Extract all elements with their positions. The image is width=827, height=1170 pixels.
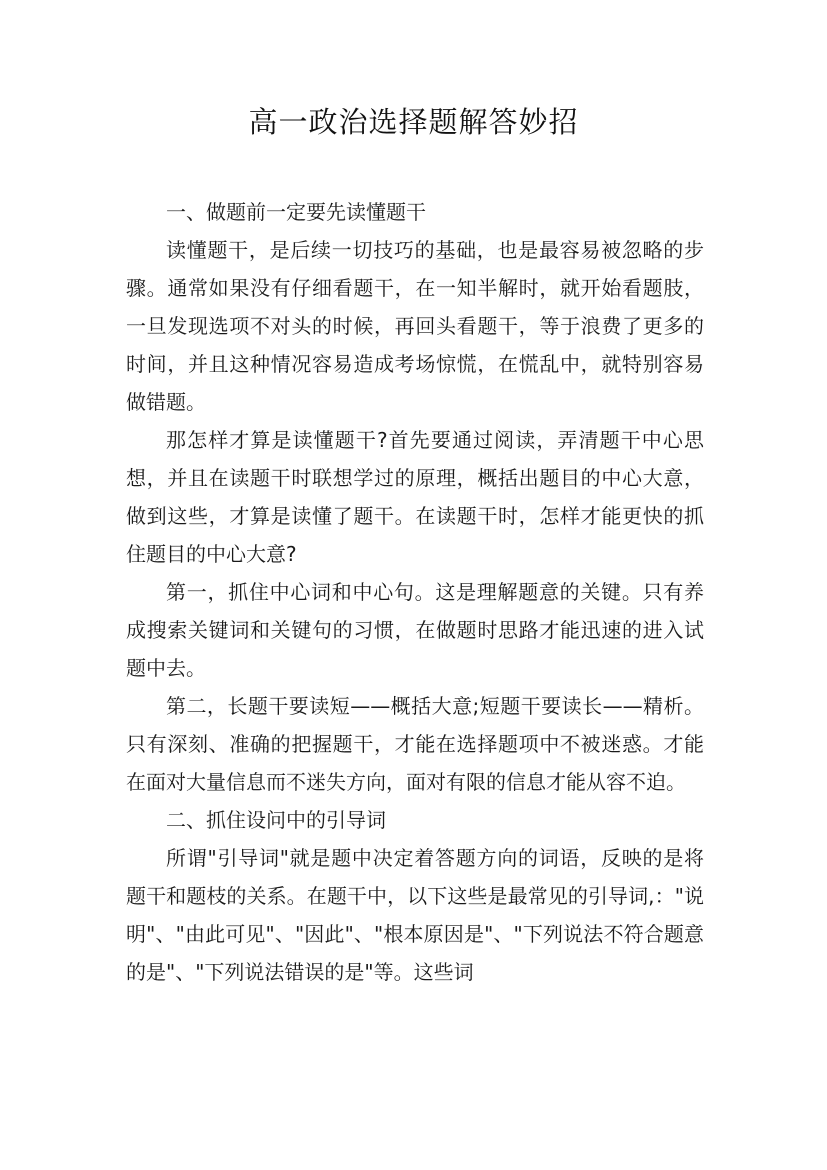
document-title: 高一政治选择题解答妙招	[248, 105, 579, 139]
body-paragraph: 读懂题干，是后续一切技巧的基础，也是最容易被忽略的步骤。通常如果没有仔细看题干，在一知半解时，就开始看题肢，一旦发现选项不对头的时候，再回头看题干，等于浪费了更多的时间，并且这种情况容易造成考场惊慌，在慌乱中，就特别容易做错题。	[126, 238, 704, 414]
section-heading-1: 一、做题前一定要先读懂题干	[166, 200, 426, 224]
body-paragraph: 所谓"引导词"就是题中决定着答题方向的词语，反映的是将题干和题枝的关系。在题干中，以下这些是最常见的引导词,："说明"、"由此可见"、"因此"、"根本原因是"、"下列说法不符合题意的是"、"下列说法错误的是"等。这些词	[126, 846, 704, 984]
body-paragraph: 第一，抓住中心词和中心句。这是理解题意的关键。只有养成搜索关键词和关键句的习惯，在做题时思路才能迅速的进入试题中去。	[126, 580, 704, 680]
document-body	[126, 193, 704, 991]
section-heading-2: 二、抓住设问中的引导词	[166, 808, 386, 832]
body-paragraph: 第二，长题干要读短——概括大意;短题干要读长——精析。只有深刻、准确的把握题干，才能在选择题项中不被迷惑。才能在面对大量信息而不迷失方向，面对有限的信息才能从容不迫。	[126, 694, 704, 794]
body-paragraph: 那怎样才算是读懂题干?首先要通过阅读，弄清题干中心思想，并且在读题干时联想学过的原理，概括出题目的中心大意，做到这些，才算是读懂了题干。在读题干时，怎样才能更快的抓住题目的中心大意?	[126, 428, 704, 566]
